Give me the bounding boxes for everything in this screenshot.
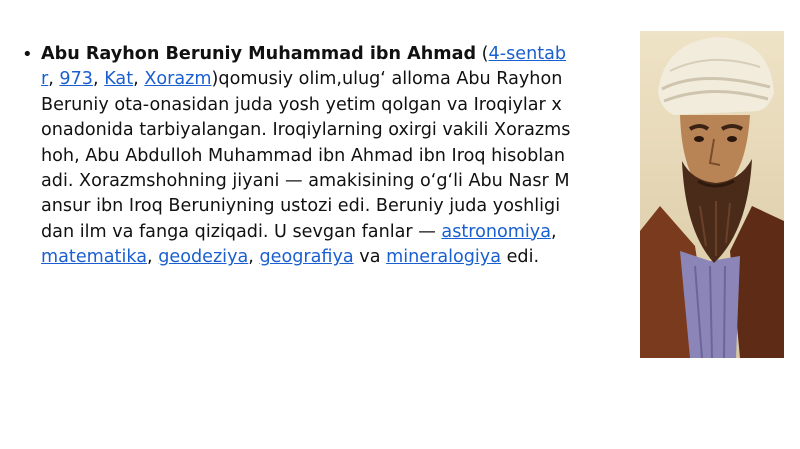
link-kat[interactable]: Kat xyxy=(104,69,134,90)
link-year[interactable]: 973 xyxy=(59,69,94,90)
link-matematika[interactable]: matematika xyxy=(41,247,148,268)
link-mineralogiya[interactable]: mineralogiya xyxy=(386,247,501,268)
body-text: )qomusiy olim,ulug‘ alloma Abu Rayhon Beruniy ota-onasidan juda yosh yetim qolgan va Iroqiylar xonadonida tarbiyalangan. Iroqiylarning oxirgi vakili Xorazmshoh, Abu Abdulloh Muhammad ibn Ahmad ibn Iroq hisoblanadi. Xorazmshohning jiyani — amakisining o‘g‘li Abu Nasr Mansur ibn Iroq Beruniyning ustozi edi. Beruniy juda yoshligidan ilm va fanga qiziqadi. U sevgan fanlar — xyxy=(41,69,571,242)
paren-open: ( xyxy=(476,44,489,64)
separator: , xyxy=(48,69,60,90)
separator: , xyxy=(551,221,557,242)
separator: , xyxy=(248,247,260,268)
bullet-dot: • xyxy=(22,44,33,65)
link-date[interactable]: 4-sentabr xyxy=(41,44,567,90)
link-geodeziya[interactable]: geodeziya xyxy=(158,247,249,268)
portrait-image xyxy=(640,31,784,358)
separator: , xyxy=(93,69,105,90)
link-geografiya[interactable]: geografiya xyxy=(259,247,354,268)
person-name: Abu Rayhon Beruniy Muhammad ibn Ahmad xyxy=(41,44,477,64)
link-astronomiya[interactable]: astronomiya xyxy=(441,221,551,242)
end-text: edi. xyxy=(501,247,540,268)
paragraph-text xyxy=(41,42,571,271)
separator: va xyxy=(353,247,387,268)
portrait-illustration xyxy=(640,31,784,358)
separator: , xyxy=(133,69,145,90)
separator: , xyxy=(147,247,159,268)
link-xorazm[interactable]: Xorazm xyxy=(144,69,212,90)
bullet-paragraph xyxy=(22,42,582,271)
